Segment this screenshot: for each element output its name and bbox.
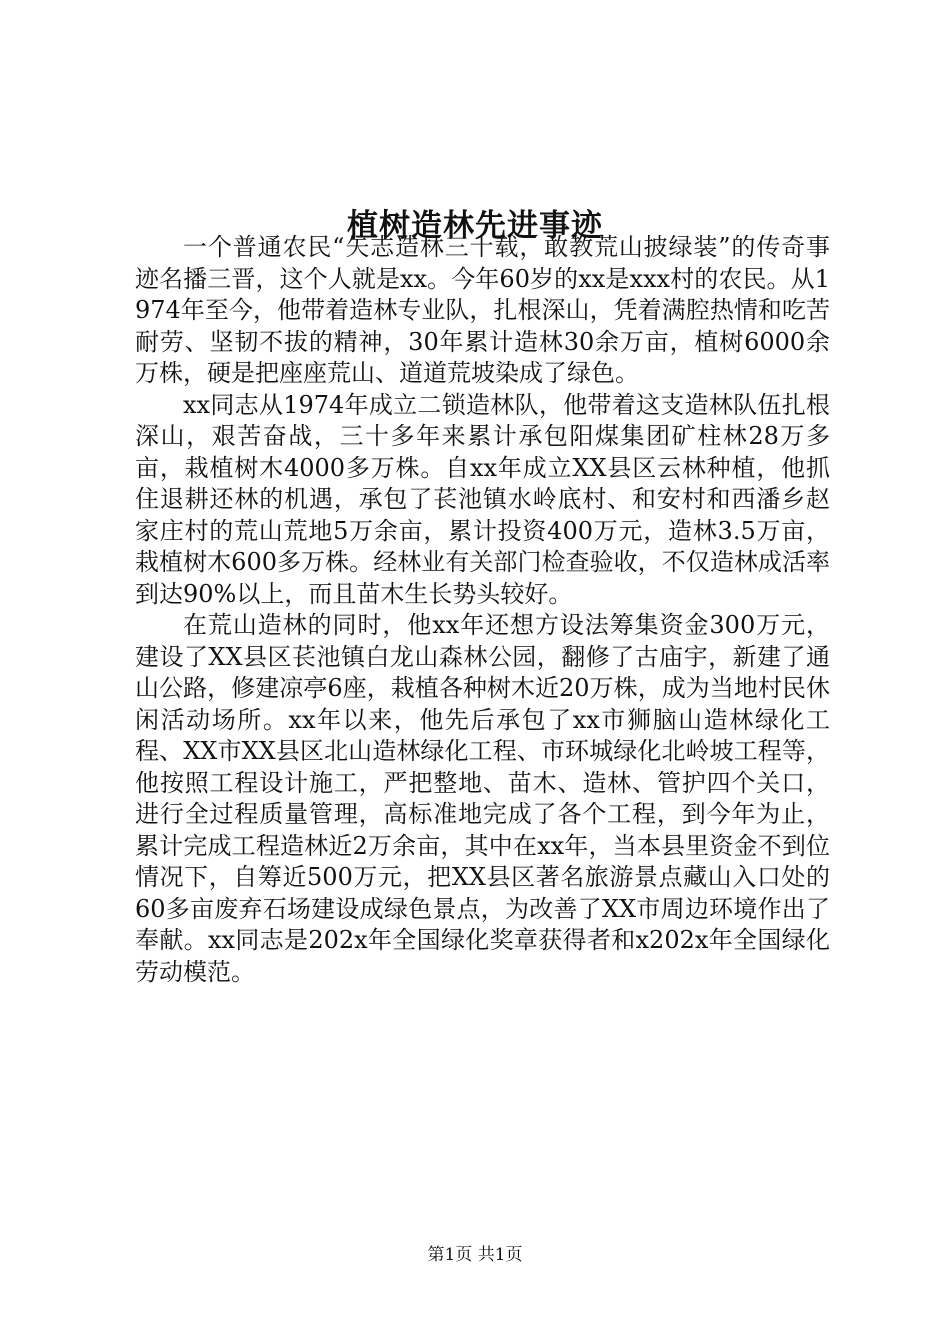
document-title: 植树造林先进事迹 (347, 207, 603, 244)
page-footer: 第1页 共1页 (427, 1245, 523, 1265)
paragraph-3: 在荒山造林的同时，他xx年还想方设法筹集资金300万元，建设了XX县区苌池镇白龙山森林公园，翻修了古庙宇，新建了通山公路，修建凉亭6座，栽植各种树木近20万株，成为当地村民休闲活动场所。xx年以来，他先后承包了xx市狮脑山造林绿化工程、XX市XX县区北山造林绿化工程、市环城绿化北岭坡工程等，他按照工程设计施工，严把整地、苗木、造林、管护四个关口，进行全过程质量管理，高标准地完成了各个工程，到今年为止，累计完成工程造林近2万余亩，其中在xx年，当本县里资金不到位情况下，自筹近500万元，把XX县区著名旅游景点藏山入口处的60多亩废弃石场建设成绿色景点，为改善了XX市周边环境作出了奉献。xx同志是202x年全国绿化奖章获得者和x202x年全国绿化劳动模范。 (135, 611, 830, 986)
document-body (135, 232, 830, 988)
paragraph-1: 一个普通农民“矢志造林三十载，敢教荒山披绿装”的传奇事迹名播三晋，这个人就是xx。今年60岁的xx是xxx村的农民。从1974年至今，他带着造林专业队，扎根深山，凭着满腔热情和吃苦耐劳、坚韧不拔的精神，30年累计造林30余万亩，植树6000余万株，硬是把座座荒山、道道荒坡染成了绿色。 (135, 233, 830, 387)
paragraph-2: xx同志从1974年成立二锁造林队，他带着这支造林队伍扎根深山，艰苦奋战，三十多年来累计承包阳煤集团矿柱林28万多亩，栽植树木4000多万株。自xx年成立XX县区云林种植，他抓住退耕还林的机遇，承包了苌池镇水岭底村、和安村和西潘乡赵家庄村的荒山荒地5万余亩，累计投资400万元，造林3.5万亩，栽植树木600多万株。经林业有关部门检查验收，不仅造林成活率到达90%以上，而且苗木生长势头较好。 (135, 390, 830, 608)
